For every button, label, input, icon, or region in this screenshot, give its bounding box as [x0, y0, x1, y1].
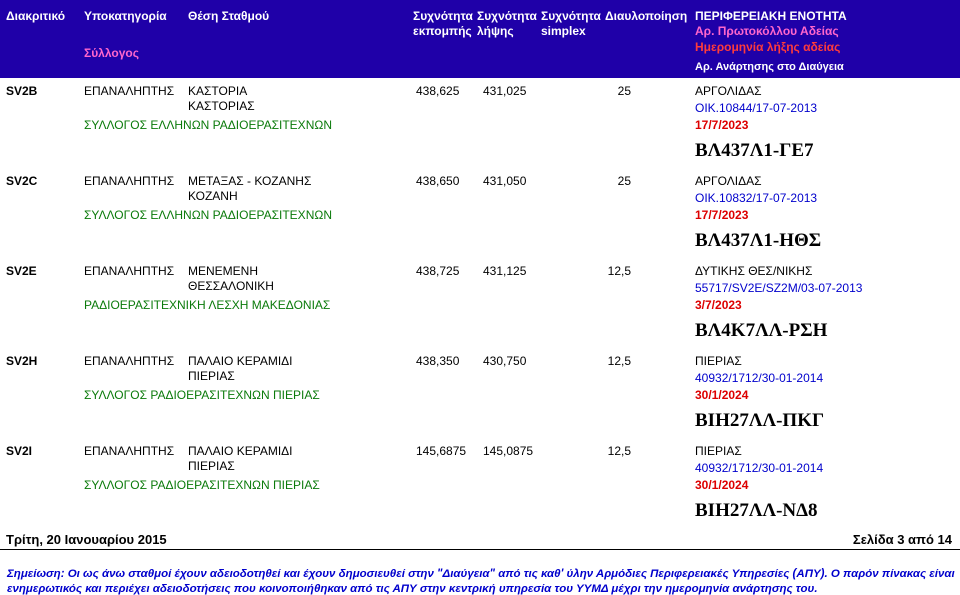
header-simplex-2: simplex [541, 24, 586, 38]
header-diavgeia: Αρ. Ανάρτησης στο Διαύγεια [695, 61, 844, 73]
rx-frequency: 431,125 [483, 264, 527, 278]
region: ΔΥΤΙΚΗΣ ΘΕΣ/ΝΙΚΗΣ [695, 264, 813, 278]
station-location-1: ΚΑΣΤΟΡΙΑ [188, 84, 248, 98]
header-spacing: Διαυλοποίηση [605, 9, 688, 23]
expiry-date: 17/7/2023 [695, 118, 749, 132]
station-location-2: ΘΕΣΣΑΛΟΝΙΚΗ [188, 279, 274, 293]
region: ΑΡΓΟΛΙΔΑΣ [695, 174, 762, 188]
diavgeia-number: ΒΛ437Λ1-ΗΘΣ [695, 230, 822, 251]
club-name: ΣΥΛΛΟΓΟΣ ΡΑΔΙΟΕΡΑΣΙΤΕΧΝΩΝ ΠΙΕΡΙΑΣ [84, 478, 320, 492]
table-header [0, 0, 960, 78]
header-region: ΠΕΡΙΦΕΡΕΙΑΚΗ ΕΝΟΤΗΤΑ [695, 9, 847, 23]
expiry-date: 30/1/2024 [695, 388, 749, 402]
station-location-2: ΠΙΕΡΙΑΣ [188, 369, 235, 383]
header-club: Σύλλογος [84, 46, 139, 60]
header-simplex-1: Συχνότητα [541, 9, 601, 23]
station-code: SV2I [6, 444, 33, 458]
station-category: ΕΠΑΝΑΛΗΠΤΗΣ [84, 354, 175, 368]
header-rx-2: λήψης [477, 24, 514, 38]
expiry-date: 17/7/2023 [695, 208, 749, 222]
diavgeia-number: ΒΛ4Κ7ΛΛ-ΡΣΗ [695, 320, 828, 341]
club-name: ΣΥΛΛΟΓΟΣ ΕΛΛΗΝΩΝ ΡΑΔΙΟΕΡΑΣΙΤΕΧΝΩΝ [84, 118, 332, 132]
region: ΑΡΓΟΛΙΔΑΣ [695, 84, 762, 98]
club-name: ΡΑΔΙΟΕΡΑΣΙΤΕΧΝΙΚΗ ΛΕΣΧΗ ΜΑΚΕΔΟΝΙΑΣ [84, 298, 331, 312]
station-location-2: ΠΙΕΡΙΑΣ [188, 459, 235, 473]
station-code: SV2H [6, 354, 38, 368]
header-tx-1: Συχνότητα [413, 9, 473, 23]
expiry-date: 30/1/2024 [695, 478, 749, 492]
diavgeia-number: ΒΛ437Λ1-ΓΕ7 [695, 140, 814, 161]
diavgeia-number: ΒΙΗ27ΛΛ-ΠΚΓ [695, 410, 825, 431]
permit-number: 40932/1712/30-01-2014 [695, 371, 824, 385]
diavgeia-number: ΒΙΗ27ΛΛ-ΝΔ8 [695, 500, 818, 521]
station-category: ΕΠΑΝΑΛΗΠΤΗΣ [84, 84, 175, 98]
footer-divider [0, 549, 960, 550]
expiry-date: 3/7/2023 [695, 298, 742, 312]
footer-date: Τρίτη, 20 Ιανουαρίου 2015 [6, 532, 167, 547]
tx-frequency: 145,6875 [416, 444, 467, 458]
station-location-1: ΜΕΤΑΞΑΣ - ΚΟΖΑΝΗΣ [188, 174, 312, 188]
permit-number: 40932/1712/30-01-2014 [695, 461, 824, 475]
channel-spacing: 12,5 [607, 444, 631, 458]
header-category: Υποκατηγορία [84, 9, 167, 23]
header-location: Θέση Σταθμού [188, 9, 270, 23]
station-category: ΕΠΑΝΑΛΗΠΤΗΣ [84, 264, 175, 278]
tx-frequency: 438,350 [416, 354, 460, 368]
station-code: SV2B [6, 84, 38, 98]
header-rx-1: Συχνότητα [477, 9, 537, 23]
club-name: ΣΥΛΛΟΓΟΣ ΡΑΔΙΟΕΡΑΣΙΤΕΧΝΩΝ ΠΙΕΡΙΑΣ [84, 388, 320, 402]
header-permit-no: Αρ. Πρωτοκόλλου Αδείας [695, 24, 839, 38]
channel-spacing: 12,5 [607, 354, 631, 368]
station-location-2: ΚΟΖΑΝΗ [188, 189, 238, 203]
station-code: SV2E [6, 264, 37, 278]
header-expiry: Ημερομηνία λήξης αδείας [695, 40, 841, 54]
rx-frequency: 431,025 [483, 84, 527, 98]
rx-frequency: 431,050 [483, 174, 527, 188]
permit-number: ΟΙΚ.10844/17-07-2013 [695, 101, 818, 115]
header-code: Διακριτικό [6, 9, 66, 23]
region: ΠΙΕΡΙΑΣ [695, 354, 742, 368]
tx-frequency: 438,725 [416, 264, 460, 278]
rx-frequency: 145,0875 [483, 444, 534, 458]
region: ΠΙΕΡΙΑΣ [695, 444, 742, 458]
station-category: ΕΠΑΝΑΛΗΠΤΗΣ [84, 174, 175, 188]
station-location-2: ΚΑΣΤΟΡΙΑΣ [188, 99, 255, 113]
permit-number: 55717/SV2E/SZ2M/03-07-2013 [695, 281, 863, 295]
tx-frequency: 438,650 [416, 174, 460, 188]
page-number: Σελίδα 3 από 14 [852, 532, 952, 547]
rx-frequency: 430,750 [483, 354, 527, 368]
channel-spacing: 25 [617, 84, 631, 98]
club-name: ΣΥΛΛΟΓΟΣ ΕΛΛΗΝΩΝ ΡΑΔΙΟΕΡΑΣΙΤΕΧΝΩΝ [84, 208, 332, 222]
station-category: ΕΠΑΝΑΛΗΠΤΗΣ [84, 444, 175, 458]
channel-spacing: 25 [617, 174, 631, 188]
station-location-1: ΠΑΛΑΙΟ ΚΕΡΑΜΙΔΙ [188, 444, 293, 458]
header-tx-2: εκπομπής [413, 24, 472, 38]
station-location-1: ΜΕΝΕΜΕΝΗ [188, 264, 259, 278]
tx-frequency: 438,625 [416, 84, 460, 98]
permit-number: ΟΙΚ.10832/17-07-2013 [695, 191, 818, 205]
station-code: SV2C [6, 174, 38, 188]
channel-spacing: 12,5 [607, 264, 631, 278]
station-location-1: ΠΑΛΑΙΟ ΚΕΡΑΜΙΔΙ [188, 354, 293, 368]
footnote: Σημείωση: Οι ως άνω σταθμοί έχουν αδειοδοτηθεί και έχουν δημοσιευθεί στην "Διαύγεια" από τις καθ' ύλην Αρμόδιες Περιφερειακές Υπηρεσίες (ΑΠΥ). Ο παρόν πίνακας είναι ενημερωτικός και περιέχει αδειοδοτήσεις που κοινοποιήθηκαν από τις ΑΠΥ στην κεντρική υπηρεσία του ΥΥΜΔ μέχρι την ημερομηνία ανάρτησης του. [7, 568, 955, 595]
